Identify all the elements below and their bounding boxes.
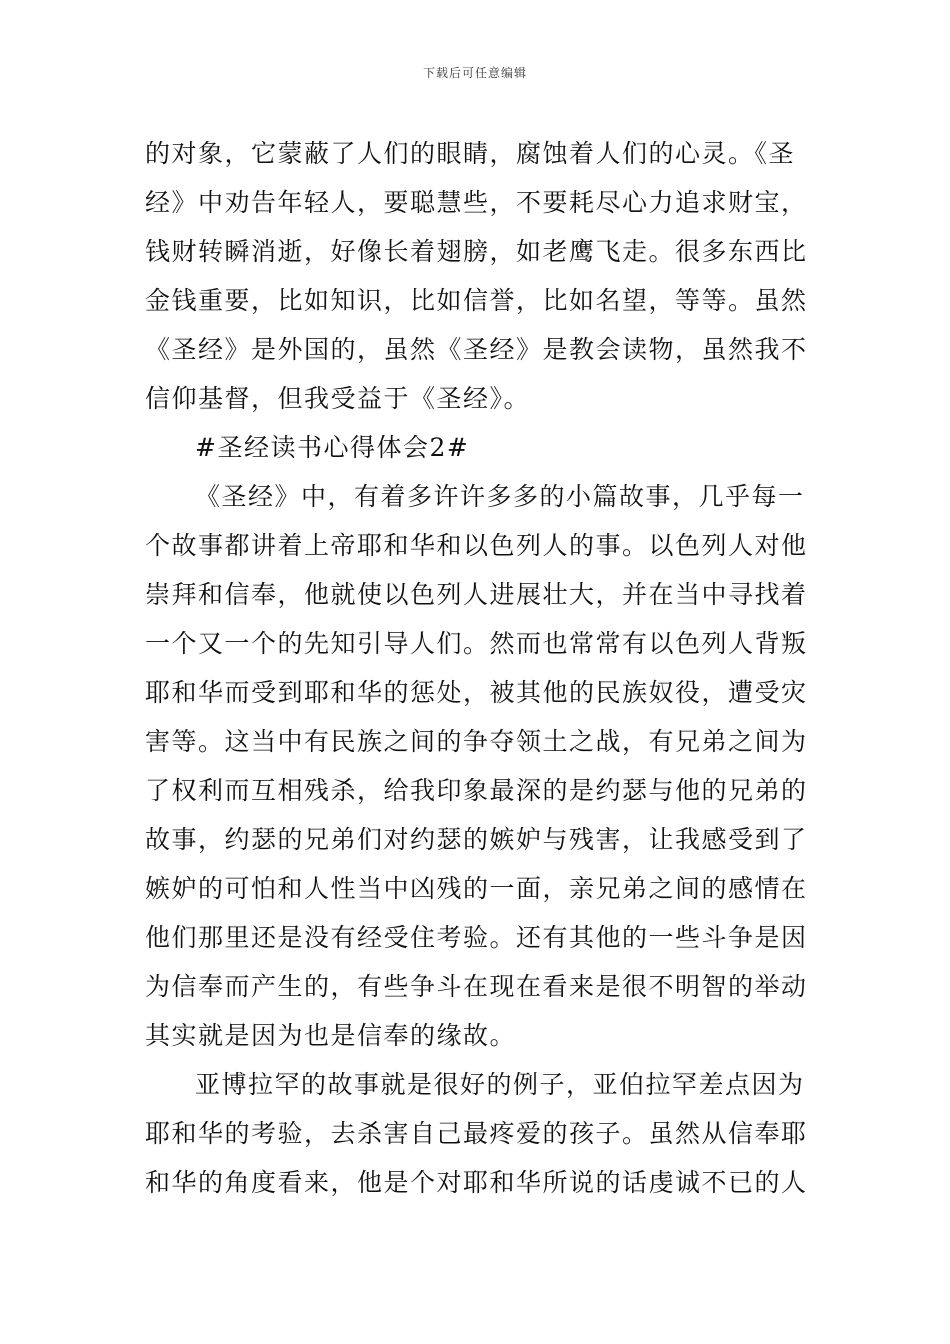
text-line-21: 耶和华的考验，去杀害自己最疼爱的孩子。虽然从信奉耶 — [145, 1119, 808, 1148]
document-body — [145, 129, 808, 1207]
text-line-18: 为信奉而产生的，有些争斗在现在看来是很不明智的举动 — [145, 972, 808, 1001]
text-line-12: 耶和华而受到耶和华的惩处，被其他的民族奴役，遭受灾 — [145, 678, 808, 707]
text-line-13: 害等。这当中有民族之间的争夺领土之战，有兄弟之间为 — [145, 727, 808, 756]
text-line-20: 亚博拉罕的故事就是很好的例子，亚伯拉罕差点因为 — [195, 1070, 805, 1099]
text-line-17: 他们那里还是没有经受住考验。还有其他的一些斗争是因 — [145, 923, 808, 952]
page-header: 下载后可任意编辑 — [422, 66, 527, 80]
section-heading: #圣经读书心得体会2# — [195, 433, 470, 462]
text-line-6: 信仰基督，但我受益于《圣经》。 — [145, 384, 531, 413]
text-line-4: 金钱重要，比如知识，比如信誉，比如名望，等等。虽然 — [145, 286, 808, 315]
text-line-15: 故事，约瑟的兄弟们对约瑟的嫉妒与残害，让我感受到了 — [145, 825, 808, 854]
text-line-22: 和华的角度看来，他是个对耶和华所说的话虔诚不已的人 — [145, 1168, 808, 1197]
text-line-14: 了权利而互相残杀，给我印象最深的是约瑟与他的兄弟的 — [145, 776, 808, 805]
text-line-9: 个故事都讲着上帝耶和华和以色列人的事。以色列人对他 — [145, 531, 808, 560]
text-line-19: 其实就是因为也是信奉的缘故。 — [145, 1021, 517, 1050]
text-line-11: 一个又一个的先知引导人们。然而也常常有以色列人背叛 — [145, 629, 808, 658]
text-line-2: 经》中劝告年轻人，要聪慧些，不要耗尽心力追求财宝， — [145, 188, 808, 217]
text-line-16: 嫉妒的可怕和人性当中凶残的一面，亲兄弟之间的感情在 — [145, 874, 808, 903]
text-line-8: 《圣经》中，有着多许许多多的小篇故事，几乎每一 — [195, 482, 805, 511]
text-line-1: 的对象，它蒙蔽了人们的眼睛，腐蚀着人们的心灵。《圣 — [145, 139, 796, 168]
text-line-3: 钱财转瞬消逝，好像长着翅膀，如老鹰飞走。很多东西比 — [145, 237, 808, 266]
text-line-5: 《圣经》是外国的，虽然《圣经》是教会读物，虽然我不 — [145, 335, 808, 364]
text-line-10: 崇拜和信奉，他就使以色列人进展壮大，并在当中寻找着 — [145, 580, 808, 609]
